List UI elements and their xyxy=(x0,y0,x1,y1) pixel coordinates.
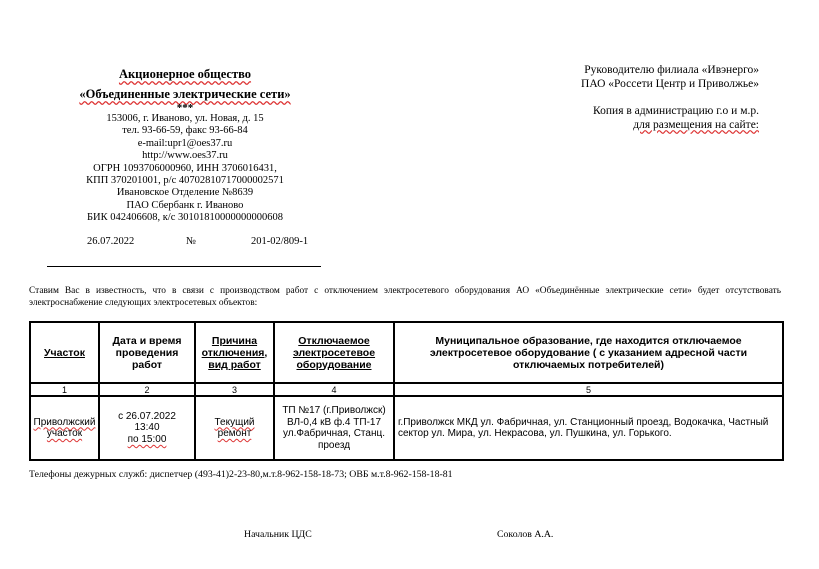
organization-block xyxy=(40,64,330,225)
addressee-line1: Руководителю филиала «Ивэнерго» xyxy=(584,64,759,76)
org-type: Акционерное общество xyxy=(118,67,252,81)
phones-line: Телефоны дежурных служб: диспетчер (493-41)2-23-80,м.т.8-962-158-18-73; ОВБ м.т.8-962-158-18-81 xyxy=(29,469,453,480)
col-number: 4 xyxy=(274,383,394,396)
header-location: Муниципальное образование, где находится отключаемое электросетевое оборудование ( с указанием адресной части отключаемых потребителей) xyxy=(394,322,783,383)
org-ogrn-inn: ОГРН 1093706000960, ИНН 3706016431, xyxy=(93,162,277,174)
cell-area: Приволжский участок xyxy=(30,396,99,460)
org-stars: *** xyxy=(176,102,194,114)
org-address: 153006, г. Иваново, ул. Новая, д. 15 xyxy=(106,113,264,124)
header-area: Участок xyxy=(30,322,99,383)
cell-datetime: с 26.07.2022 13:40 по 15:00 xyxy=(99,396,195,460)
outage-table xyxy=(29,321,784,461)
letter-number: 201-02/809-1 xyxy=(251,236,309,247)
cell-equipment: ТП №17 (г.Приволжск) ВЛ-0,4 кВ ф.4 ТП-17 ул.Фабричная, Станц. проезд xyxy=(274,396,394,460)
letter-number-sign: № xyxy=(186,236,197,247)
signatory-position: Начальник ЦДС xyxy=(244,529,312,540)
addressee-line2: ПАО «Россети Центр и Приволжье» xyxy=(581,77,759,90)
org-bank-name: ПАО Сбербанк г. Иваново xyxy=(126,199,244,211)
addressee-block xyxy=(581,64,759,132)
copy-line1: Копия в администрацию г.о и м.р. xyxy=(593,105,759,117)
header-datetime: Дата и время проведения работ xyxy=(99,322,195,383)
col-number: 3 xyxy=(195,383,274,396)
table-header-row xyxy=(30,322,783,383)
org-bank-branch: Ивановское Отделение №8639 xyxy=(116,187,254,199)
org-email: e-mail:upr1@oes37.ru xyxy=(137,137,233,149)
cell-reason: Текущий ремонт xyxy=(195,396,274,460)
org-phone: тел. 93-66-59, факс 93-66-84 xyxy=(122,125,248,137)
copy-line2: для размещения на сайте: xyxy=(633,118,759,131)
header-reason: Причина отключения, вид работ xyxy=(195,322,274,383)
table-number-row xyxy=(30,383,783,396)
col-number: 5 xyxy=(394,383,783,396)
col-number: 1 xyxy=(30,383,99,396)
header-equipment: Отключаемое электросетевое оборудование xyxy=(274,322,394,383)
org-bik: БИК 042406608, к/с 30101810000000000608 xyxy=(86,212,284,224)
intro-paragraph: Ставим Вас в известность, что в связи с производством работ с отключением электросетевого оборудования АО «Объединённые электрические сети» будет отсутствовать электроснабжение следующих электросетевых объектов: xyxy=(29,286,781,308)
cell-location: г.Приволжск МКД ул. Фабричная, ул. Станционный проезд, Водокачка, Частный сектор ул. Мира, ул. Некрасова, ул. Пушкина, ул. Горького. xyxy=(394,396,783,460)
org-kpp-account: КПП 370201001, р/с 40702810717000002571 xyxy=(86,175,284,187)
org-name: «Объединенные электрические сети» xyxy=(79,87,291,101)
table-row xyxy=(30,396,783,460)
letter-date: 26.07.2022 xyxy=(87,236,135,247)
signatory-name: Соколов А.А. xyxy=(497,529,554,540)
org-website: http://www.oes37.ru xyxy=(142,150,228,162)
header-divider xyxy=(47,266,321,267)
col-number: 2 xyxy=(99,383,195,396)
